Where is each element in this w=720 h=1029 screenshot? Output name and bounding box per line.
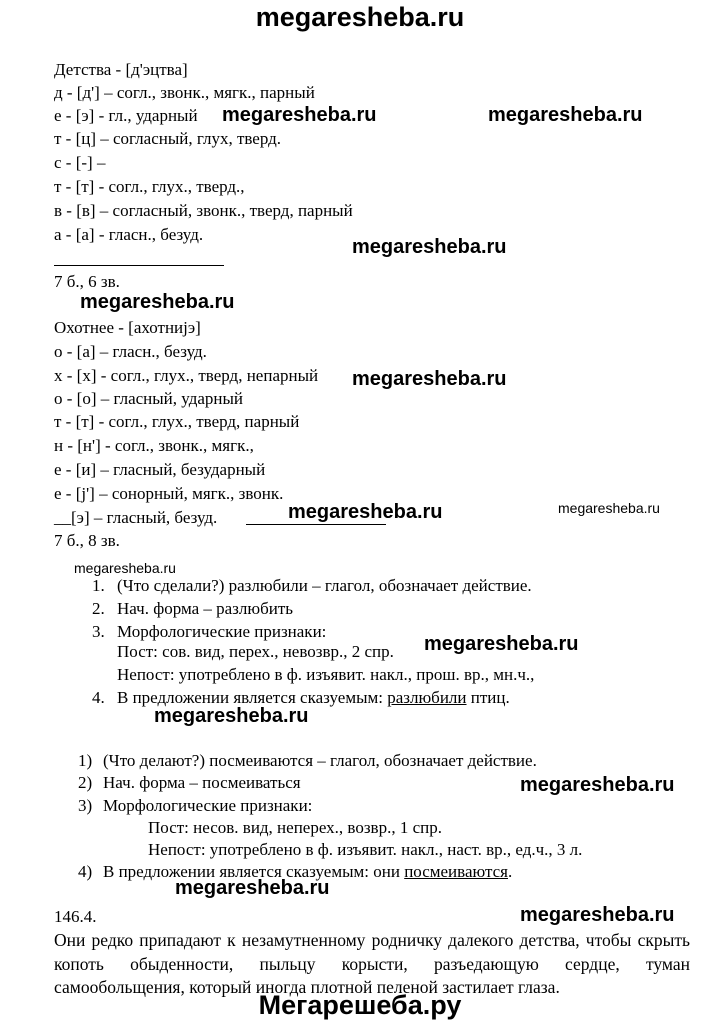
watermark: megaresheba.ru [520,904,675,926]
word1-count: 7 б., 6 зв. [54,272,120,291]
analysis2-item-4-num: 4) [78,862,93,881]
watermark: megaresheba.ru [352,236,507,258]
watermark: megaresheba.ru [80,291,235,313]
site-header[interactable]: megaresheba.ru [255,2,465,32]
word2-letter-2: х - [х] - согл., глух., тверд, непарный [54,366,319,385]
word1-letter-1: д - [д'] – согл., звонк., мягк., парный [54,83,315,102]
word1-letter-4: с - [-] – [54,153,106,172]
word2-letter-6: е - [и] – гласный, безударный [54,460,266,479]
analysis2-item-1-text: (Что делают?) посмеиваются – глагол, обозначает действие. [103,751,537,770]
word1-letter-6: в - [в] – согласный, звонк., тверд, парный [54,201,353,220]
word2-count: 7 б., 8 зв. [54,531,120,550]
analysis1-item-3-text: Морфологические признаки: [117,622,327,641]
analysis1-item-2-text: Нач. форма – разлюбить [117,599,294,618]
word2-letter-1: о - [а] – гласн., безуд. [54,342,207,361]
word2-title: Охотнее - [ахотнијэ] [54,318,201,337]
analysis1-item-4-num: 4. [92,688,105,707]
analysis1-item-1-text: (Что сделали?) разлюбили – глагол, обозначает действие. [117,576,532,595]
divider-line [54,265,224,266]
analysis2-nepost: Непост: употреблено в ф. изъявит. накл., наст. вр., ед.ч., 3 л. [148,840,583,859]
analysis1-item-1-num: 1. [92,576,105,595]
analysis1-nepost: Непост: употреблено в ф. изъявит. накл., прош. вр., мн.ч., [117,665,535,684]
analysis1-item-3-num: 3. [92,622,105,641]
watermark: megaresheba.ru [74,560,176,576]
word1-title: Детства - [д'эцтва] [54,60,188,79]
watermark: megaresheba.ru [175,877,330,899]
divider-line [246,524,386,525]
analysis2-item-3-text: Морфологические признаки: [103,796,313,815]
analysis2-item-2-num: 2) [78,773,93,792]
analysis1-predicate: разлюбили [387,688,467,707]
exercise-text: Они редко припадают к незамутненному родничку далекого детства, чтобы скрыть копоть обыденности, пыльцу корысти, разъедающую сердце, туман самообольщения, который иногда плотной пеленой застилает глаза. [54,930,690,997]
analysis2-item-2-text: Нач. форма – посмеиваться [103,773,301,792]
watermark: megaresheba.ru [424,633,579,655]
site-footer[interactable]: Мегарешеба.ру [258,990,462,1020]
watermark: megaresheba.ru [154,705,309,727]
word2-letter-3: о - [о] – гласный, ударный [54,389,244,408]
analysis2-item-1-num: 1) [78,751,93,770]
word2-letter-8: __[э] – гласный, безуд. [54,508,218,527]
word2-letter-7: е - [j'] – сонорный, мягк., звонк. [54,484,284,503]
analysis2-item-4-suffix: . [507,862,513,881]
analysis1-item-4-suffix: птиц. [466,688,510,707]
watermark: megaresheba.ru [558,500,660,516]
word1-letter-5: т - [т] - согл., глух., тверд., [54,177,245,196]
analysis2-item-3-num: 3) [78,796,93,815]
word1-letter-3: т - [ц] – согласный, глух, тверд. [54,129,282,148]
analysis2-item-4-prefix: В предложении является сказуемым: они [103,862,405,881]
word1-letter-7: а - [а] - гласн., безуд. [54,225,204,244]
watermark: megaresheba.ru [288,501,443,523]
analysis1-item-2-num: 2. [92,599,105,618]
word1-letter-2: е - [э] - гл., ударный [54,106,198,125]
analysis1-item-4-prefix: В предложении является сказуемым: [117,688,388,707]
watermark: megaresheba.ru [488,104,643,126]
word2-letter-4: т - [т] - согл., глух., тверд, парный [54,412,300,431]
analysis2-post: Пост: несов. вид, неперех., возвр., 1 спр. [148,818,442,837]
analysis2-predicate: посмеиваются [404,862,508,881]
word2-letter-5: н - [н'] - согл., звонк., мягк., [54,436,254,455]
watermark: megaresheba.ru [352,368,507,390]
exercise-number: 146.4. [54,907,97,926]
watermark: megaresheba.ru [222,104,377,126]
watermark: megaresheba.ru [520,774,675,796]
analysis1-post: Пост: сов. вид, перех., невозвр., 2 спр. [117,642,394,661]
